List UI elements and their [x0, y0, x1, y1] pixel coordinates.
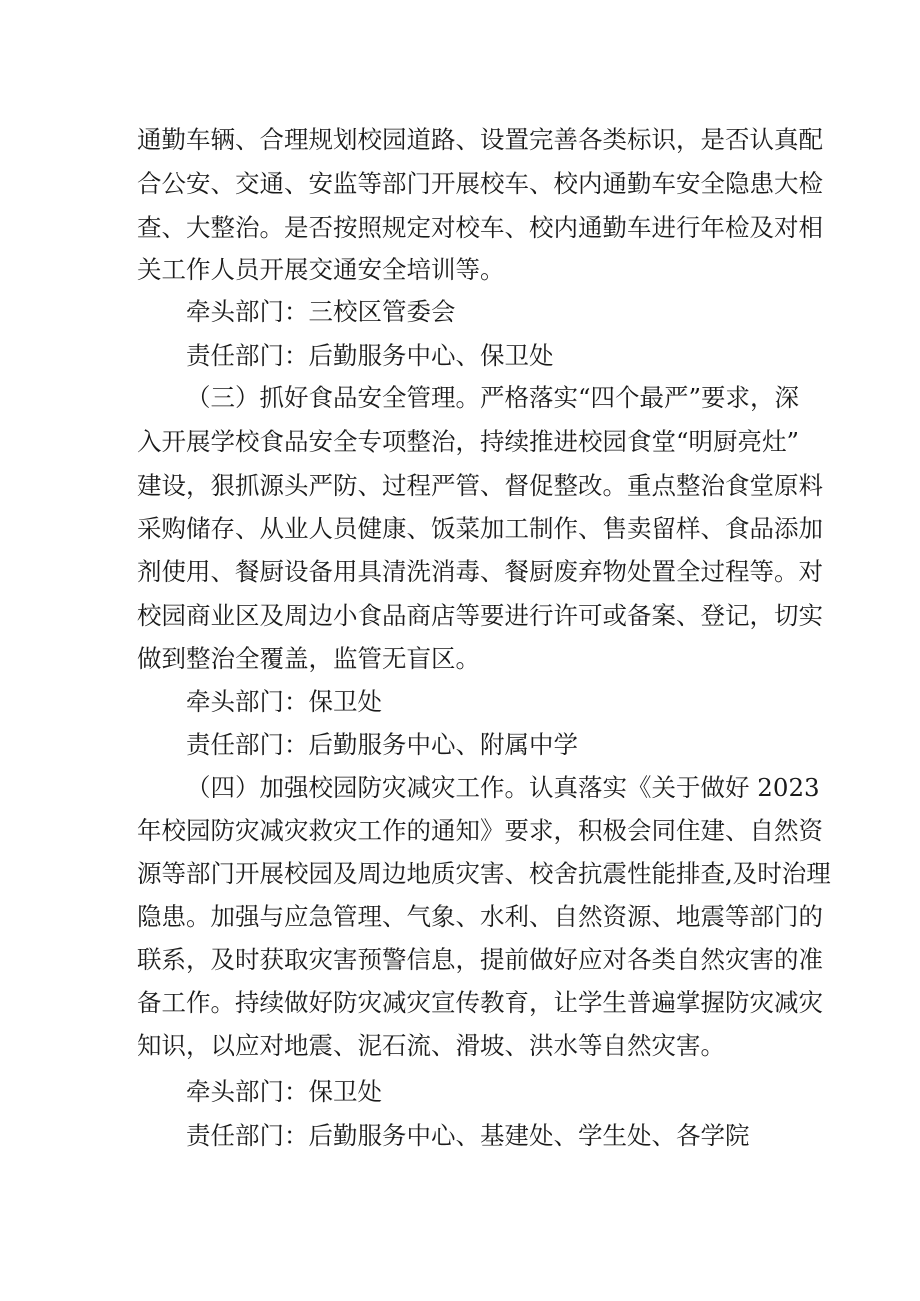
text-line: 联系，及时获取灾害预警信息，提前做好应对各类自然灾害的准 — [137, 945, 823, 974]
lead-department: 牵头部门：保卫处 — [186, 1077, 382, 1106]
lead-department: 牵头部门：保卫处 — [186, 687, 382, 716]
text-line: 年校园防灾减灾救灾工作的通知》要求，积极会同住建、自然资 — [137, 816, 823, 845]
text-line: 关工作人员开展交通安全培训等。 — [137, 255, 505, 284]
text-line: 合公安、交通、安监等部门开展校车、校内通勤车安全隐患大检 — [137, 169, 823, 198]
lead-department: 牵头部门：三校区管委会 — [186, 297, 456, 326]
text-line: 通勤车辆、合理规划校园道路、设置完善各类标识，是否认真配 — [137, 125, 823, 154]
text-line: 做到整治全覆盖，监管无盲区。 — [137, 644, 480, 673]
responsible-department: 责任部门：后勤服务中心、保卫处 — [186, 341, 554, 370]
text-line: 校园商业区及周边小食品商店等要进行许可或备案、登记，切实 — [137, 601, 823, 630]
text-line: 入开展学校食品安全专项整治，持续推进校园食堂“明厨亮灶” — [137, 427, 800, 456]
text-line: 隐患。加强与应急管理、气象、水利、自然资源、地震等部门的 — [137, 902, 823, 931]
text-line: 源等部门开展校园及周边地质灾害、校舍抗震性能排查,及时治理 — [137, 859, 831, 888]
text-line: 备工作。持续做好防灾减灾宣传教育，让学生普遍掌握防灾减灾 — [137, 988, 823, 1017]
responsible-department: 责任部门：后勤服务中心、基建处、学生处、各学院 — [186, 1121, 750, 1150]
text-line: 知识，以应对地震、泥石流、滑坡、洪水等自然灾害。 — [137, 1031, 725, 1060]
responsible-department: 责任部门：后勤服务中心、附属中学 — [186, 730, 578, 759]
text-line: 采购储存、从业人员健康、饭菜加工制作、售卖留样、食品添加 — [137, 514, 823, 543]
section-heading-line: （三）抓好食品安全管理。严格落实“四个最严”要求，深 — [186, 383, 800, 412]
section-heading-line: （四）加强校园防灾减灾工作。认真落实《关于做好 2023 — [186, 773, 820, 802]
text-line: 查、大整治。是否按照规定对校车、校内通勤车进行年检及对相 — [137, 213, 823, 242]
text-line: 剂使用、餐厨设备用具清洗消毒、餐厨废弃物处置全过程等。对 — [137, 557, 823, 586]
text-line: 建设，狠抓源头严防、过程严管、督促整改。重点整治食堂原料 — [137, 471, 823, 500]
